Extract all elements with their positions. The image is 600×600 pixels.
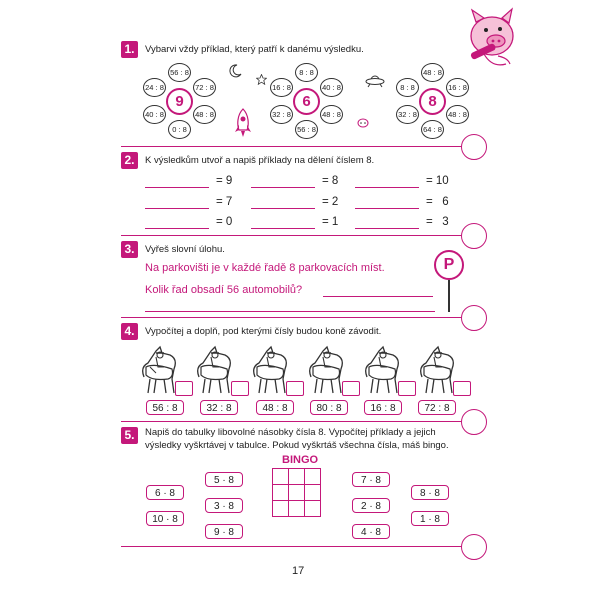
answer-blank[interactable] bbox=[355, 208, 419, 209]
flower-2-petal[interactable]: 32 : 8 bbox=[270, 105, 293, 124]
multiplication-box: 6 · 8 bbox=[146, 485, 184, 500]
bingo-cell[interactable] bbox=[288, 468, 305, 485]
flower-3-petal[interactable]: 48 : 8 bbox=[421, 63, 444, 82]
equation-result: = 7 bbox=[216, 196, 233, 208]
bingo-cell[interactable] bbox=[304, 500, 321, 517]
bingo-cell[interactable] bbox=[272, 484, 289, 501]
horse-number-box[interactable] bbox=[453, 381, 471, 396]
flower-1-petal[interactable]: 48 : 8 bbox=[193, 105, 216, 124]
multiplication-box: 2 · 8 bbox=[352, 498, 390, 513]
multiplication-box: 8 · 8 bbox=[411, 485, 449, 500]
answer-blank[interactable] bbox=[145, 187, 209, 188]
bingo-cell[interactable] bbox=[272, 468, 289, 485]
horse-division-label: 72 : 8 bbox=[418, 400, 456, 415]
bingo-cell[interactable] bbox=[304, 484, 321, 501]
exercise-5-answer-circle[interactable] bbox=[461, 534, 487, 560]
flower-3-petal[interactable]: 16 : 8 bbox=[446, 78, 469, 97]
answer-blank[interactable] bbox=[251, 187, 315, 188]
exercise-2-instruction: K výsledkům utvoř a napiš příklady na dělení číslem 8. bbox=[145, 155, 375, 166]
small-planet-icon bbox=[356, 118, 370, 128]
horse-division-label: 80 : 8 bbox=[310, 400, 348, 415]
exercise-5-number: 5. bbox=[121, 427, 138, 444]
pig-mascot-illustration bbox=[462, 6, 522, 70]
exercise-3-number: 3. bbox=[121, 241, 138, 258]
multiplication-box: 9 · 8 bbox=[205, 524, 243, 539]
horse-number-box[interactable] bbox=[175, 381, 193, 396]
flower-2-petal[interactable]: 40 : 8 bbox=[320, 78, 343, 97]
bingo-cell[interactable] bbox=[288, 484, 305, 501]
flower-2-petal[interactable]: 48 : 8 bbox=[320, 105, 343, 124]
multiplication-box: 5 · 8 bbox=[205, 472, 243, 487]
flower-1-petal[interactable]: 24 : 8 bbox=[143, 78, 166, 97]
flower-3-center: 8 bbox=[419, 88, 446, 115]
horse-division-label: 32 : 8 bbox=[200, 400, 238, 415]
bingo-cell[interactable] bbox=[288, 500, 305, 517]
answer-blank[interactable] bbox=[251, 228, 315, 229]
equation-result: = 9 bbox=[216, 175, 233, 187]
multiplication-box: 10 · 8 bbox=[146, 511, 184, 526]
flower-2-center: 6 bbox=[293, 88, 320, 115]
flower-1-petal[interactable]: 56 : 8 bbox=[168, 63, 191, 82]
flower-3-petal[interactable]: 8 : 8 bbox=[396, 78, 419, 97]
equation-result: = 8 bbox=[322, 175, 339, 187]
exercise-3-answer-circle[interactable] bbox=[461, 305, 487, 331]
horse-division-label: 48 : 8 bbox=[256, 400, 294, 415]
flower-1-center: 9 bbox=[166, 88, 193, 115]
flower-2-petal[interactable]: 16 : 8 bbox=[270, 78, 293, 97]
exercise-2-answer-circle[interactable] bbox=[461, 223, 487, 249]
answer-blank[interactable] bbox=[355, 228, 419, 229]
exercise-4-divider bbox=[121, 421, 469, 422]
ufo-icon bbox=[364, 72, 386, 88]
equation-result: = 1 bbox=[322, 216, 339, 228]
equation-result: = 6 bbox=[426, 196, 449, 208]
exercise-1-answer-circle[interactable] bbox=[461, 134, 487, 160]
flower-2-petal[interactable]: 56 : 8 bbox=[295, 120, 318, 139]
answer-blank[interactable] bbox=[145, 228, 209, 229]
word-problem-line-2: Kolik řad obsadí 56 automobilů? bbox=[145, 284, 303, 296]
equation-result: = 2 bbox=[322, 196, 339, 208]
flower-3-petal[interactable]: 32 : 8 bbox=[396, 105, 419, 124]
exercise-2-divider bbox=[121, 235, 469, 236]
bingo-title: BINGO bbox=[282, 454, 319, 466]
flower-2-petal[interactable]: 8 : 8 bbox=[295, 63, 318, 82]
parking-sign-letter: P bbox=[434, 250, 464, 280]
parking-sign-icon bbox=[434, 250, 464, 312]
rocket-icon bbox=[232, 108, 254, 138]
answer-blank[interactable] bbox=[355, 187, 419, 188]
equation-result: = 3 bbox=[426, 216, 449, 228]
word-problem-line-1: Na parkovišti je v každé řadě 8 parkovacích míst. bbox=[145, 262, 385, 274]
answer-blank[interactable] bbox=[145, 311, 435, 312]
exercise-3-instruction: Vyřeš slovní úlohu. bbox=[145, 244, 225, 255]
answer-blank[interactable] bbox=[145, 208, 209, 209]
horse-number-box[interactable] bbox=[286, 381, 304, 396]
exercise-4-answer-circle[interactable] bbox=[461, 409, 487, 435]
page-number: 17 bbox=[292, 565, 305, 577]
multiplication-box: 1 · 8 bbox=[411, 511, 449, 526]
horse-division-label: 56 : 8 bbox=[146, 400, 184, 415]
exercise-5-instruction-line-1: Napiš do tabulky libovolné násobky čísla 8. Vypočítej příklady a jejich bbox=[145, 427, 436, 438]
exercise-5-divider bbox=[121, 546, 469, 547]
exercise-4-number: 4. bbox=[121, 323, 138, 340]
multiplication-box: 7 · 8 bbox=[352, 472, 390, 487]
horse-number-box[interactable] bbox=[231, 381, 249, 396]
flower-3-petal[interactable]: 64 : 8 bbox=[421, 120, 444, 139]
answer-blank[interactable] bbox=[323, 296, 433, 297]
exercise-1-number: 1. bbox=[121, 41, 138, 58]
exercise-3-divider bbox=[121, 317, 469, 318]
exercise-1-divider bbox=[121, 146, 469, 147]
bingo-cell[interactable] bbox=[304, 468, 321, 485]
flower-3-petal[interactable]: 48 : 8 bbox=[446, 105, 469, 124]
exercise-1-instruction: Vybarvi vždy příklad, který patří k danému výsledku. bbox=[145, 44, 364, 55]
exercise-4-instruction: Vypočítej a doplň, pod kterými čísly budou koně závodit. bbox=[145, 326, 382, 337]
horse-division-label: 16 : 8 bbox=[364, 400, 402, 415]
multiplication-box: 3 · 8 bbox=[205, 498, 243, 513]
equation-result: = 10 bbox=[426, 175, 449, 187]
star-icon bbox=[256, 74, 267, 85]
horse-number-box[interactable] bbox=[398, 381, 416, 396]
answer-blank[interactable] bbox=[251, 208, 315, 209]
exercise-5-instruction-line-2: výsledky vyškrtávej v tabulce. Pokud vyškrtáš všechna čísla, máš bingo. bbox=[145, 440, 449, 451]
bingo-cell[interactable] bbox=[272, 500, 289, 517]
flower-1-petal[interactable]: 40 : 8 bbox=[143, 105, 166, 124]
flower-1-petal[interactable]: 72 : 8 bbox=[193, 78, 216, 97]
horse-number-box[interactable] bbox=[342, 381, 360, 396]
flower-1-petal[interactable]: 0 : 8 bbox=[168, 120, 191, 139]
equation-result: = 0 bbox=[216, 216, 233, 228]
multiplication-box: 4 · 8 bbox=[352, 524, 390, 539]
exercise-2-number: 2. bbox=[121, 152, 138, 169]
moon-icon bbox=[228, 64, 242, 78]
